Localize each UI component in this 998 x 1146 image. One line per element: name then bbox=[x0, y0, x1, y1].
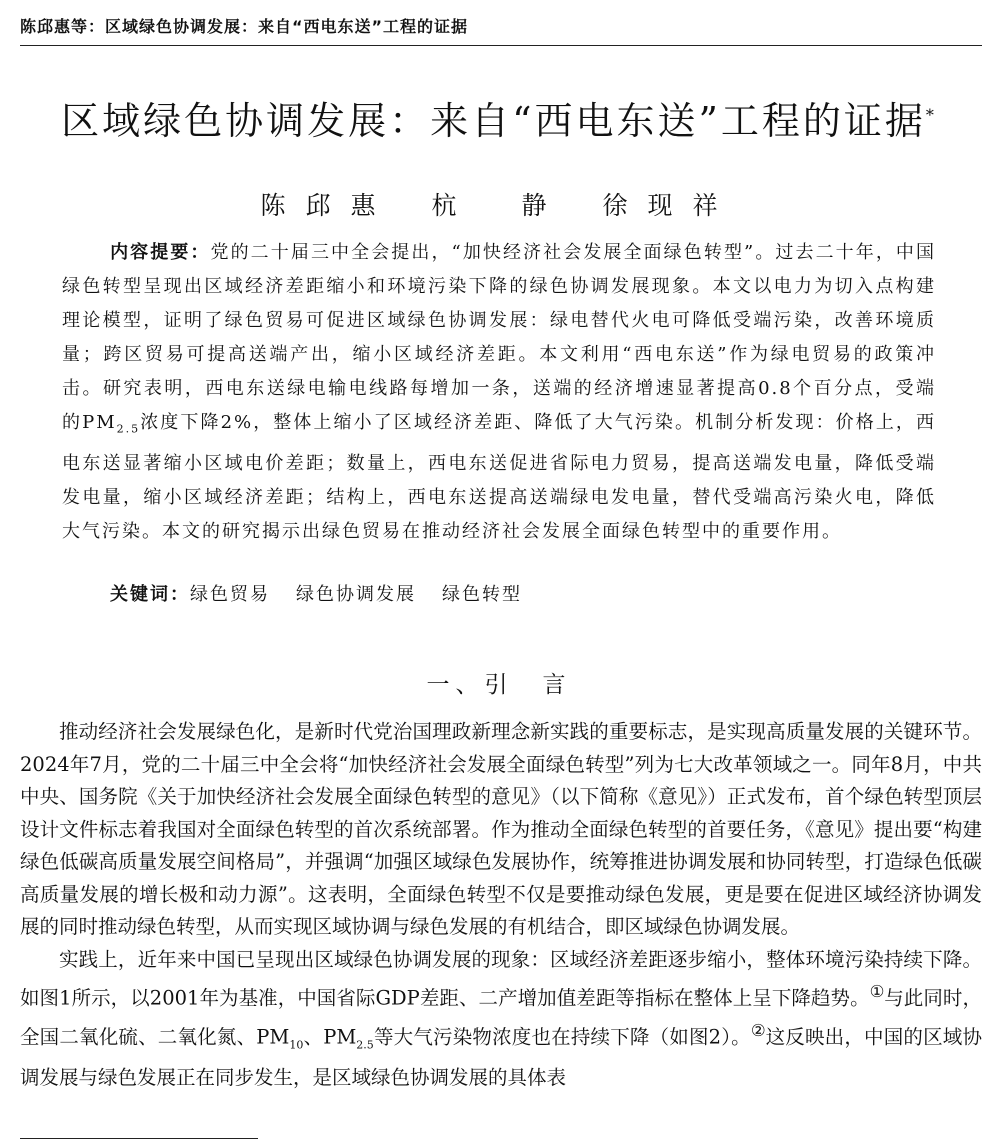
abstract-label: 内容提要： bbox=[110, 242, 211, 263]
running-head: 陈邱惠等：区域绿色协调发展：来自“西电东送”工程的证据 bbox=[20, 14, 982, 46]
author-list bbox=[0, 186, 998, 222]
keywords bbox=[110, 580, 936, 606]
author-3: 徐现祥 bbox=[602, 191, 738, 220]
keyword-2: 绿色协调发展 bbox=[296, 584, 416, 605]
section-heading: 一、引 言 bbox=[426, 672, 572, 698]
keyword-1: 绿色贸易 bbox=[190, 584, 270, 605]
article-title bbox=[0, 90, 998, 145]
abstract bbox=[62, 236, 936, 549]
pm25-subscript: 2.5 bbox=[356, 1038, 374, 1052]
paragraph-2-part-c: 、PM bbox=[303, 1025, 357, 1049]
author-1: 陈邱惠 bbox=[260, 191, 396, 220]
footnote-divider bbox=[20, 1138, 258, 1139]
title-text: 区域绿色协调发展：来自“西电东送”工程的证据 bbox=[61, 99, 926, 143]
keyword-3: 绿色转型 bbox=[442, 584, 522, 605]
pm10-subscript: 10 bbox=[289, 1038, 304, 1052]
footnote-mark-1[interactable]: ① bbox=[869, 982, 885, 1001]
author-2: 杭 静 bbox=[431, 191, 567, 220]
paragraph-2-part-a: 实践上，近年来中国已呈现出区域绿色协调发展的现象：区域经济差距逐步缩小，整体环境污染持续下降。如图1所示，以2001年为基准，中国省际GDP差距、二产增加值差距等指标在整体上呈下降趋势。 bbox=[20, 947, 982, 1010]
body-text bbox=[20, 716, 982, 1094]
paragraph-2 bbox=[20, 944, 982, 1095]
paragraph-2-part-e: 这反映出，中国的区域协调发展与绿色发展正在同步发生，是区域绿色协调发展的具体表 bbox=[20, 1025, 982, 1089]
paragraph-2-part-b: 与此同时，全国二氧化硫、二氧化氮、PM bbox=[20, 986, 982, 1049]
paragraph-1: 推动经济社会发展绿色化，是新时代党治国理政新理念新实践的重要标志，是实现高质量发展的关键环节。2024年7月，党的二十届三中全会将“加快经济社会发展全面绿色转型”列为七大改革领域之一。同年8月，中共中央、国务院《关于加快经济社会发展全面绿色转型的意见》（以下简称《意见》）正式发布，首个绿色转型顶层设计文件标志着我国对全面绿色转型的首次系统部署。作为推动全面绿色转型的首要任务，《意见》提出要“构建绿色低碳高质量发展空间格局”，并强调“加强区域绿色发展协作，统筹推进协调发展和协同转型，打造绿色低碳高质量发展的增长极和动力源”。这表明，全面绿色转型不仅是要推动绿色发展，更是要在促进区域经济协调发展的同时推动绿色转型，从而实现区域协调与绿色发展的有机结合，即区域绿色协调发展。 bbox=[20, 720, 982, 938]
title-footnote-mark[interactable]: * bbox=[925, 105, 937, 125]
abstract-text-2: 浓度下降2%，整体上缩小了区域经济差距、降低了大气污染。机制分析发现：价格上，西电东送显著缩小区域电价差距；数量上，西电东送促进省际电力贸易，提高送端发电量，降低受端发电量，缩小区域经济差距；结构上，西电东送提高送端绿电发电量，替代受端高污染火电，降低大气污染。本文的研究揭示出绿色贸易在推动经济社会发展全面绿色转型中的重要作用。 bbox=[62, 412, 936, 542]
keywords-label: 关键词： bbox=[110, 584, 190, 605]
footnote-mark-2[interactable]: ② bbox=[750, 1021, 766, 1040]
abstract-text-1: 党的二十届三中全会提出，“加快经济社会发展全面绿色转型”。过去二十年，中国绿色转型呈现出区域经济差距缩小和环境污染下降的绿色协调发展现象。本文以电力为切入点构建理论模型，证明了绿色贸易可促进区域绿色协调发展：绿电替代火电可降低受端污染，改善环境质量；跨区贸易可提高送端产出，缩小区域经济差距。本文利用“西电东送”作为绿电贸易的政策冲击。研究表明，西电东送绿电输电线路每增加一条，送端的经济增速显著提高0.8个百分点，受端的PM bbox=[62, 242, 936, 433]
paragraph-2-part-d: 等大气污染物浓度也在持续下降（如图2）。 bbox=[373, 1025, 751, 1049]
abstract-subscript: 2.5 bbox=[116, 422, 141, 436]
